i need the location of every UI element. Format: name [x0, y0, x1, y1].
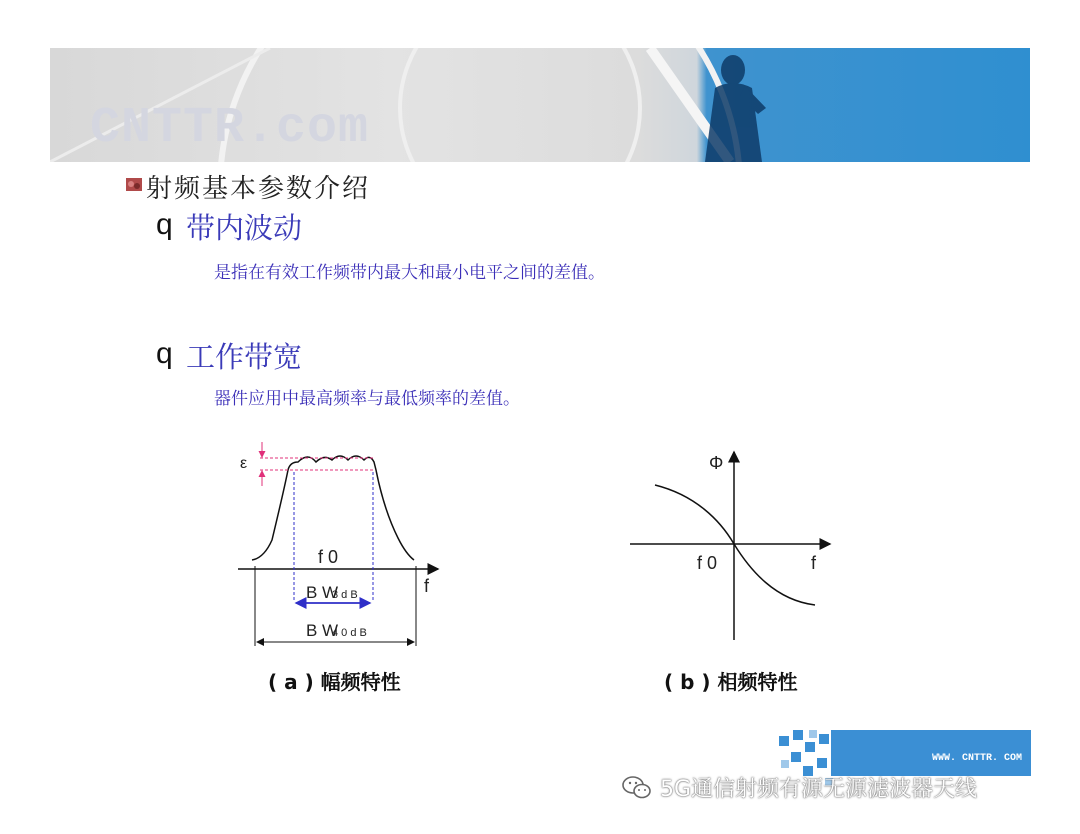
description-passband-ripple: 是指在有效工作频带内最大和最小电平之间的差值。: [214, 263, 605, 283]
footer-url: WWW. CNTTR. COM: [932, 753, 1023, 764]
epsilon-label: ε: [240, 455, 248, 472]
magnitude-response-curve: [252, 456, 414, 560]
f0-label: f 0: [318, 547, 339, 567]
bullet-marker: q: [156, 208, 173, 241]
heading-bandwidth: 工作带宽: [186, 340, 303, 374]
phase-f-label: f: [811, 553, 817, 573]
bw40-label: B W: [306, 621, 339, 640]
banner-watermark: CNTTR.com: [90, 100, 370, 157]
phase-response-curve: [655, 485, 815, 605]
phase-frequency-figure: [625, 445, 840, 645]
f-axis-label: f: [424, 576, 430, 596]
description-bandwidth: 器件应用中最高频率与最低频率的差值。: [214, 389, 520, 409]
bw40-subscript: 4 0 d B: [332, 627, 367, 639]
heading-passband-ripple: 带内波动: [186, 211, 303, 245]
bw3-label: B W: [306, 583, 339, 602]
caption-figure-a: ( a ) 幅频特性: [268, 670, 401, 694]
wechat-account-name: 5G通信射频有源无源滤波器天线: [660, 777, 978, 802]
bullet-image-icon: [125, 175, 143, 193]
phase-f0-label: f 0: [697, 553, 718, 573]
bullet-marker: q: [156, 337, 173, 370]
header-banner: [50, 48, 1030, 162]
caption-figure-b: ( b ) 相频特性: [664, 670, 798, 694]
amplitude-frequency-figure: [228, 430, 458, 655]
phi-label: Φ: [709, 453, 724, 473]
wechat-icon: [622, 775, 652, 801]
bw3-subscript: 3 d B: [332, 589, 358, 601]
section-title: 射频基本参数介绍: [146, 174, 371, 204]
